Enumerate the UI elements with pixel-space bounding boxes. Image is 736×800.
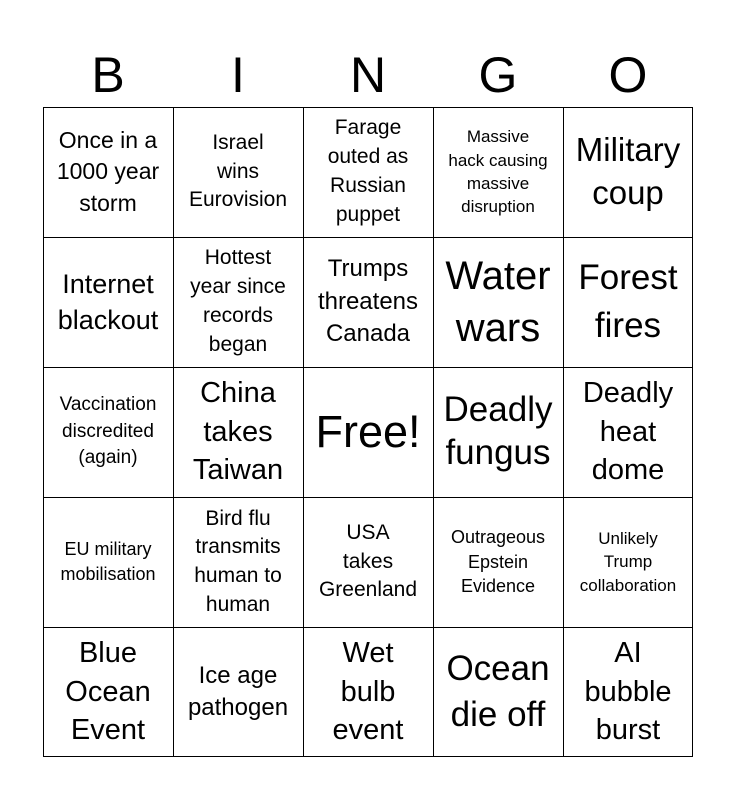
bingo-cell-text: Military coup bbox=[575, 131, 681, 211]
bingo-cell-text: Ocean die off bbox=[446, 648, 550, 734]
bingo-cell-text: Israel wins Eurovision bbox=[188, 131, 288, 212]
bingo-cell[interactable] bbox=[433, 367, 563, 497]
bingo-cell[interactable] bbox=[433, 107, 563, 237]
header-letter-g: G bbox=[478, 47, 518, 103]
bingo-cell-text: Water wars bbox=[445, 254, 551, 350]
bingo-cell[interactable] bbox=[43, 367, 173, 497]
bingo-cell[interactable] bbox=[303, 627, 433, 757]
header-letter-i: I bbox=[231, 47, 245, 103]
bingo-cell-text: Forest fires bbox=[578, 257, 678, 345]
bingo-cell-text: China takes Taiwan bbox=[192, 376, 284, 487]
bingo-cell-text: Deadly fungus bbox=[443, 390, 553, 472]
bingo-header bbox=[43, 44, 693, 106]
bingo-cell-text: Outrageous Epstein Evidence bbox=[450, 526, 546, 597]
bingo-cell-text: Internet blackout bbox=[57, 268, 159, 335]
bingo-cell[interactable] bbox=[563, 107, 693, 237]
bingo-cell-text: Unlikely Trump collaboration bbox=[579, 528, 677, 595]
header-letter-n: N bbox=[349, 47, 387, 103]
bingo-cell-text: Vaccination discredited (again) bbox=[59, 394, 157, 469]
bingo-cell[interactable] bbox=[43, 107, 173, 237]
bingo-cell[interactable] bbox=[173, 237, 303, 367]
bingo-cell[interactable] bbox=[303, 497, 433, 627]
bingo-cell-text: Hottest year since records began bbox=[190, 246, 286, 356]
bingo-cell-text: Wet bulb event bbox=[332, 636, 404, 747]
bingo-cell[interactable] bbox=[563, 627, 693, 757]
bingo-cell-text: Massive hack causing massive disruption bbox=[448, 127, 548, 217]
bingo-cell-text: Deadly heat dome bbox=[582, 376, 674, 487]
bingo-cell[interactable] bbox=[303, 107, 433, 237]
bingo-cell[interactable] bbox=[173, 367, 303, 497]
bingo-cell-text: Farage outed as Russian puppet bbox=[327, 116, 409, 226]
bingo-cell[interactable] bbox=[563, 237, 693, 367]
bingo-card-grid bbox=[43, 107, 693, 757]
bingo-cell[interactable] bbox=[43, 237, 173, 367]
bingo-cell-text: Bird flu transmits human to human bbox=[194, 506, 282, 616]
bingo-cell[interactable] bbox=[433, 497, 563, 627]
bingo-cell-text: Ice age pathogen bbox=[187, 662, 289, 721]
bingo-cell-text: Blue Ocean Event bbox=[65, 636, 151, 747]
bingo-cell[interactable] bbox=[433, 627, 563, 757]
bingo-cell[interactable] bbox=[43, 627, 173, 757]
header-letter-o: O bbox=[608, 47, 648, 103]
bingo-cell-text: Free! bbox=[315, 406, 421, 457]
bingo-cell[interactable] bbox=[433, 237, 563, 367]
bingo-cell[interactable] bbox=[173, 497, 303, 627]
bingo-cell-text: EU military mobilisation bbox=[60, 538, 156, 584]
bingo-cell[interactable] bbox=[303, 237, 433, 367]
bingo-cell[interactable] bbox=[173, 107, 303, 237]
bingo-cell[interactable] bbox=[173, 627, 303, 757]
header-letter-b: B bbox=[91, 47, 125, 103]
bingo-cell[interactable] bbox=[563, 367, 693, 497]
bingo-cell-text: Once in a 1000 year storm bbox=[56, 127, 160, 216]
free-space-cell[interactable] bbox=[303, 367, 433, 497]
bingo-cell-text: AI bubble burst bbox=[584, 636, 672, 747]
bingo-cell[interactable] bbox=[43, 497, 173, 627]
bingo-cell-text: Trumps threatens Canada bbox=[317, 255, 419, 348]
bingo-cell[interactable] bbox=[563, 497, 693, 627]
bingo-cell-text: USA takes Greenland bbox=[318, 521, 418, 602]
